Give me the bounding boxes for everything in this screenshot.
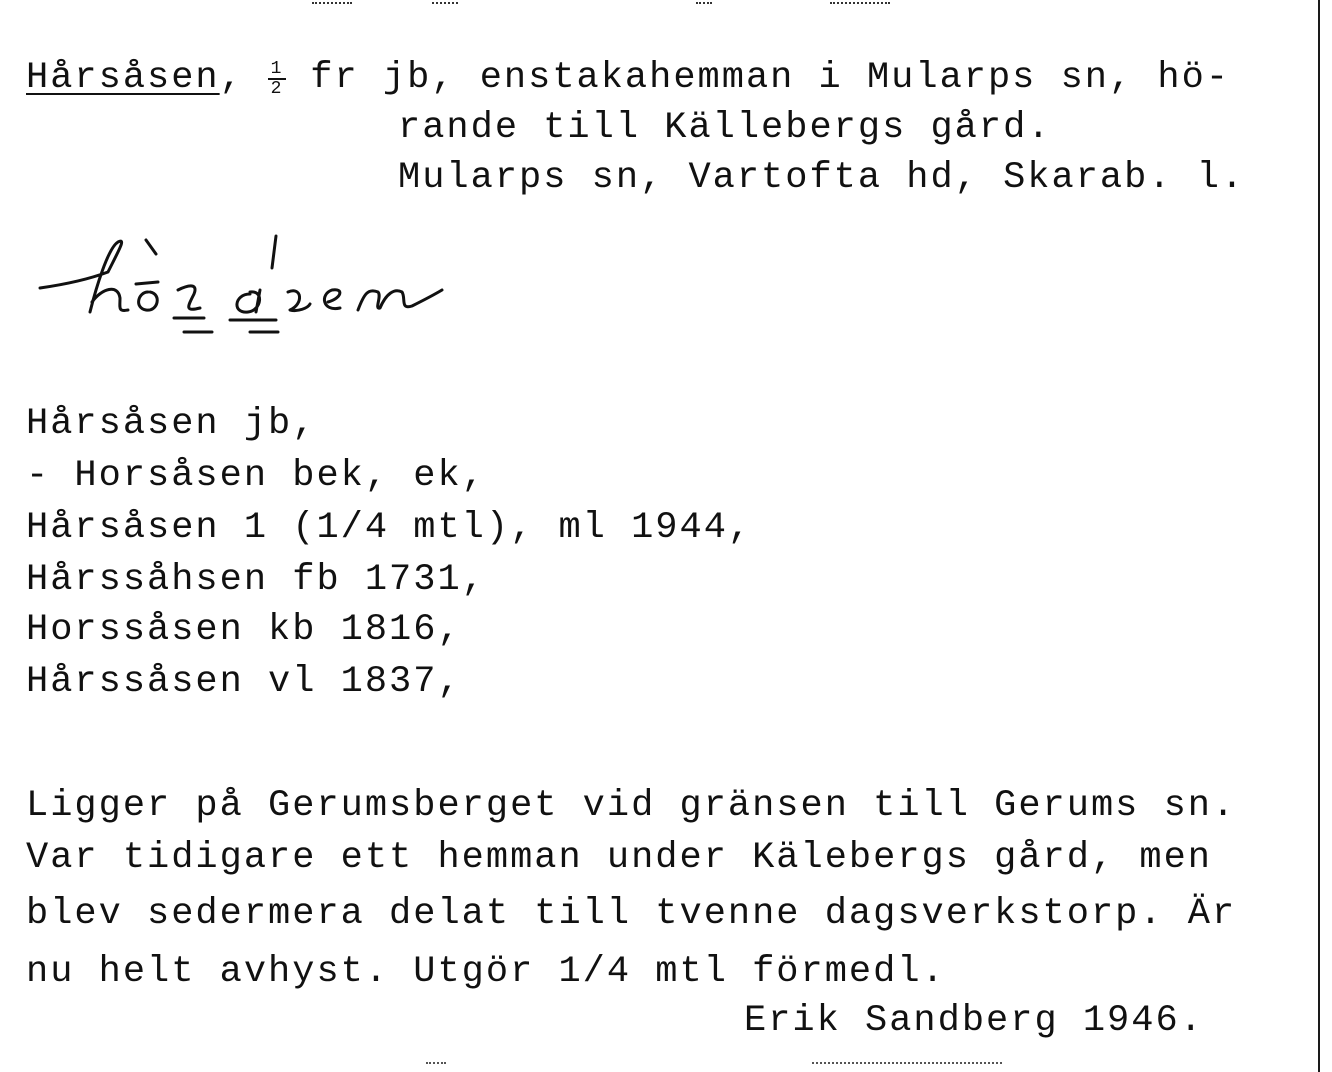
fraction-half [268, 61, 286, 97]
top-scan-specks-2 [432, 2, 458, 6]
bottom-scan-specks-2 [812, 1062, 1002, 1066]
description-line-2: Var tidigare ett hemman under Kälebergs gård, men [26, 837, 1212, 879]
fraction-denominator: 2 [270, 79, 284, 99]
form-line-3: Hårsåsen 1 (1/4 mtl), ml 1944, [26, 507, 753, 549]
header-line-1 [26, 58, 1230, 98]
header-line-2: rande till Källebergs gård. [398, 107, 1052, 149]
fraction-numerator: 1 [270, 59, 284, 79]
description-line-4: nu helt avhyst. Utgör 1/4 mtl förmedl. [26, 951, 946, 993]
description-line-1: Ligger på Gerumsberget vid gränsen till Gerums sn. [26, 785, 1237, 827]
top-scan-specks-3 [696, 2, 712, 6]
top-scan-specks-4 [830, 2, 890, 6]
headword-comma: , [219, 57, 244, 99]
form-line-5: Horssåsen kb 1816, [26, 609, 462, 651]
form-line-1: Hårsåsen jb, [26, 403, 317, 445]
form-line-6: Hårssåsen vl 1837, [26, 661, 462, 703]
headword: Hårsåsen [26, 57, 220, 99]
description-line-3: blev sedermera delat till tvenne dagsverkstorp. Är [26, 893, 1237, 935]
header-line-3: Mularps sn, Vartofta hd, Skarab. l. [398, 157, 1246, 199]
form-line-4: Hårssåhsen fb 1731, [26, 559, 486, 601]
handwritten-pronunciation-icon [28, 228, 458, 348]
header-line-1-rest: fr jb, enstakahemman i Mularps sn, hö- [286, 57, 1231, 99]
bottom-scan-specks-1 [426, 1062, 446, 1066]
signature: Erik Sandberg 1946. [744, 1000, 1204, 1042]
form-line-2: - Horsåsen bek, ek, [26, 455, 486, 497]
top-scan-specks-1 [312, 2, 352, 6]
card-right-edge [1318, 0, 1320, 1072]
